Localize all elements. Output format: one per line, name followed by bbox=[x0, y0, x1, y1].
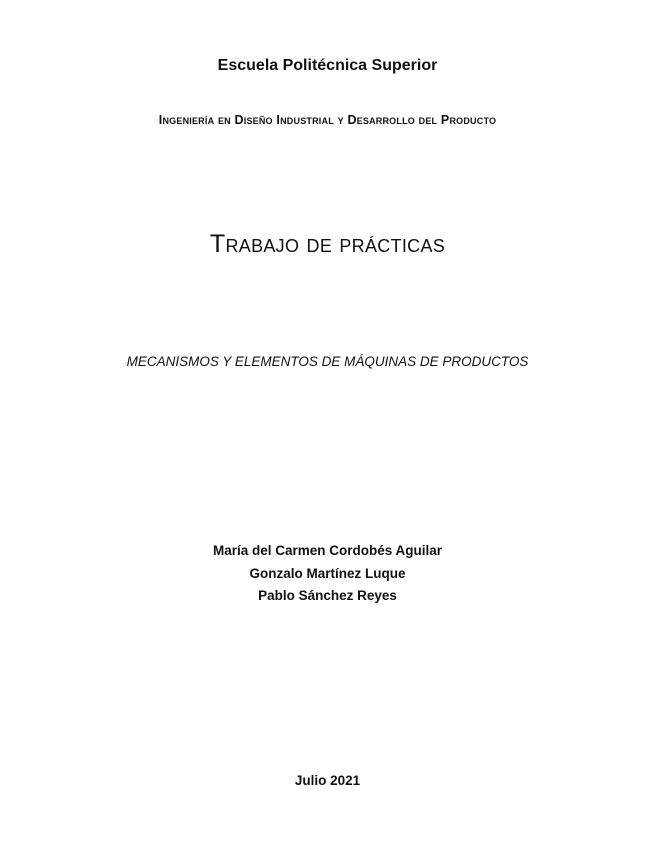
degree-name: Ingeniería en Diseño Industrial y Desarrollo del Producto bbox=[158, 113, 497, 127]
author-list bbox=[0, 540, 655, 608]
school-name: Escuela Politécnica Superior bbox=[217, 57, 438, 74]
author-name: María del Carmen Cordobés Aguilar bbox=[212, 543, 443, 558]
subject-name: MECANISMOS Y ELEMENTOS DE MÁQUINAS DE PRODUCTOS bbox=[126, 354, 529, 369]
author-name: Gonzalo Martínez Luque bbox=[249, 565, 406, 581]
author-name: Pablo Sánchez Reyes bbox=[258, 588, 397, 603]
document-title: Trabajo de prácticas bbox=[209, 230, 446, 258]
document-date: Julio 2021 bbox=[294, 773, 361, 788]
